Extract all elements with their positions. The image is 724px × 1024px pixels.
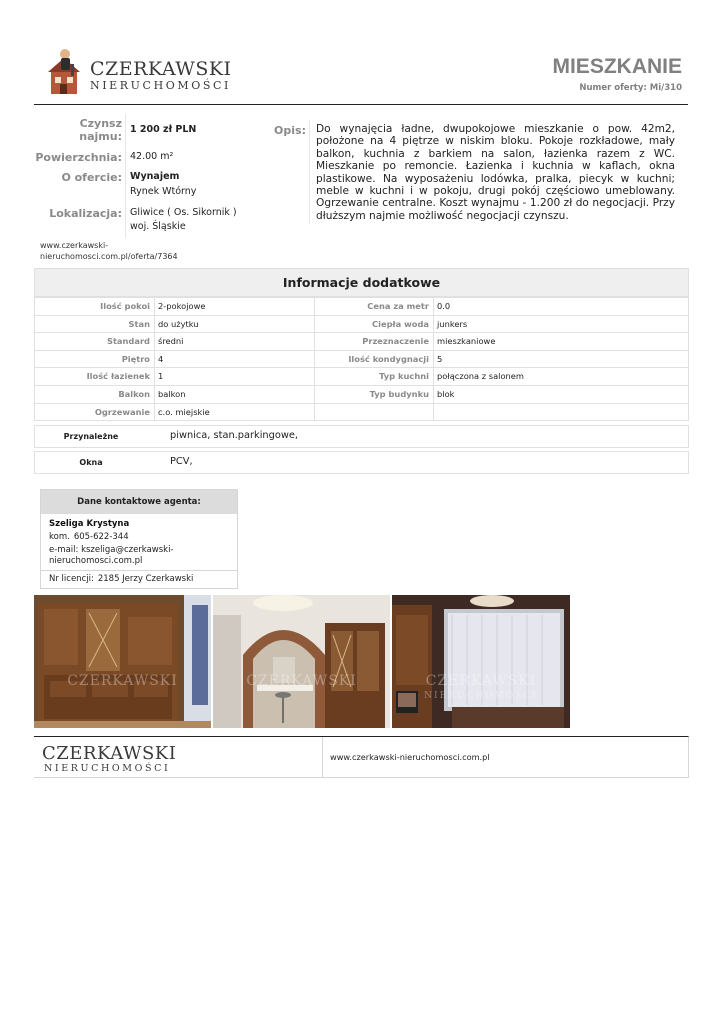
windows-value: PCV, <box>170 456 193 467</box>
footer-logo-name: CZERKAWSKI <box>42 743 177 764</box>
row-key: Cena za metr <box>314 298 433 315</box>
row-key: Ilość kondygnacji <box>314 351 433 368</box>
row-value: junkers <box>433 316 688 333</box>
photo-living-room-furniture <box>34 595 211 728</box>
footer-divider <box>322 737 323 778</box>
logo-subtitle: NIERUCHOMOŚCI <box>90 79 231 92</box>
belongings-row <box>34 425 689 448</box>
photo-watermark: CZERKAWSKI <box>67 673 178 689</box>
mascot-house-icon <box>44 46 84 96</box>
row-key: Piętro <box>121 353 150 364</box>
agent-license-value: 2185 Jerzy Czerkawski <box>97 574 194 584</box>
windows-row <box>34 451 689 474</box>
header-divider <box>34 104 688 105</box>
agent-phone <box>49 532 129 542</box>
description-text: Do wynajęcia ładne, dwupokojowe mieszkanie o pow. 42m2, położone na 4 piętrze w niskim bloku. Pokoje rozkładowe, mały balkon, kuchnia z barkiem na salon, łazienka razem z WC. Mieszkanie po remoncie. Łazienka i kuchnia w kaflach, okna plastikowe. Na wyposażeniu lodówka, pralka, piecyk w kuchni; meble w kuchni i w pokoju, drugi pokój częściowo umeblowany. Ogrzewanie centralne. Koszt wynajmu - 1.200 zł do negocjacji. Przy dłuższym najmie możliwość negocjacji czynszu. <box>316 123 675 222</box>
row-value: 4 <box>154 351 314 368</box>
offer-type-label: O ofercie: <box>61 171 122 184</box>
row-value: 0.0 <box>433 298 688 315</box>
row-key: Ilość łazienek <box>86 371 150 382</box>
photo-living-room-furniture-image <box>34 595 211 728</box>
agent-license-label: Nr licencji: <box>49 574 94 584</box>
photo-kitchen-arch <box>213 595 390 728</box>
rent-label: Czynsz najmu: <box>79 117 122 143</box>
additional-info-title: Informacje dodatkowe <box>35 269 688 297</box>
table-row <box>35 332 688 350</box>
footer-logo-subtitle: NIERUCHOMOŚCI <box>44 763 171 774</box>
offer-market-value: Rynek Wtórny <box>130 186 197 197</box>
agent-box-title: Dane kontaktowe agenta: <box>41 490 237 514</box>
offer-number-label: Numer oferty: <box>579 83 647 93</box>
windows-label: Okna <box>79 458 103 467</box>
row-key: Typ budynku <box>314 386 433 403</box>
offer-number-value: Mi/310 <box>649 83 682 93</box>
row-key: Balkon <box>118 389 150 399</box>
row-value: 5 <box>433 351 688 368</box>
row-key: Ogrzewanie <box>94 406 150 417</box>
photo-watermark-sub: NIERUCHOMOŚCI <box>424 691 538 701</box>
row-value <box>433 404 688 421</box>
photo-bedroom-window <box>392 595 570 728</box>
row-value: do użytku <box>154 316 314 333</box>
agent-name: Szeliga Krystyna <box>49 519 130 529</box>
row-key: Standard <box>106 336 150 347</box>
offer-number <box>576 83 682 93</box>
offer-url[interactable]: www.czerkawski-nieruchomosci.com.pl/oferta/7364 <box>40 241 178 261</box>
location-region: woj. Śląskie <box>130 221 186 232</box>
photo-watermark: CZERKAWSKI <box>425 673 537 689</box>
agent-phone-number[interactable]: 605-622-344 <box>73 532 129 542</box>
row-key: Ciepła woda <box>314 316 433 333</box>
row-value: mieszkaniowe <box>433 333 688 350</box>
description-divider <box>309 120 310 224</box>
belongings-label: Przynależne <box>63 432 119 441</box>
description-label: Opis: <box>274 124 306 137</box>
table-row <box>35 297 688 315</box>
table-row <box>35 367 688 385</box>
agent-contact-box <box>40 489 238 589</box>
row-key: Ilość pokoi <box>100 301 150 311</box>
row-value: połączona z salonem <box>433 368 688 385</box>
logo-name: CZERKAWSKI <box>90 58 232 80</box>
row-key: Typ kuchni <box>314 368 433 385</box>
area-label: Powierzchnia: <box>35 151 122 164</box>
company-logo <box>40 44 230 98</box>
photo-kitchen-arch-image <box>213 595 390 728</box>
agent-divider <box>41 570 237 571</box>
footer <box>34 736 689 778</box>
info-divider <box>125 114 126 238</box>
agent-license <box>49 574 193 584</box>
footer-url[interactable]: www.czerkawski-nieruchomosci.com.pl <box>330 752 490 762</box>
table-row <box>35 315 688 333</box>
row-value: blok <box>433 386 688 403</box>
row-value: c.o. miejskie <box>154 404 314 421</box>
row-value: 1 <box>154 368 314 385</box>
table-row <box>35 385 688 403</box>
row-key <box>314 404 433 421</box>
table-row <box>35 403 688 421</box>
row-value: średni <box>154 333 314 350</box>
agent-email[interactable]: e-mail: kszeliga@czerkawski-nieruchomosci.com.pl <box>49 545 174 566</box>
photo-watermark: CZERKAWSKI <box>246 673 357 689</box>
location-label: Lokalizacja: <box>49 207 122 220</box>
rent-value: 1 200 zł PLN <box>130 124 197 135</box>
row-value: 2-pokojowe <box>154 298 314 315</box>
table-row <box>35 350 688 368</box>
agent-phone-label: kom. <box>49 532 70 542</box>
belongings-value: piwnica, stan.parkingowe, <box>170 430 298 441</box>
location-city: Gliwice ( Os. Sikornik ) <box>130 207 237 218</box>
row-key: Stan <box>128 318 150 329</box>
page-title: MIESZKANIE <box>552 55 682 78</box>
offer-type-value: Wynajem <box>130 171 180 182</box>
additional-info-table <box>34 268 689 421</box>
photo-bedroom-window-image <box>392 595 570 728</box>
row-value: balkon <box>154 386 314 403</box>
area-value: 42.00 m² <box>130 151 174 162</box>
row-key: Przeznaczenie <box>314 333 433 350</box>
